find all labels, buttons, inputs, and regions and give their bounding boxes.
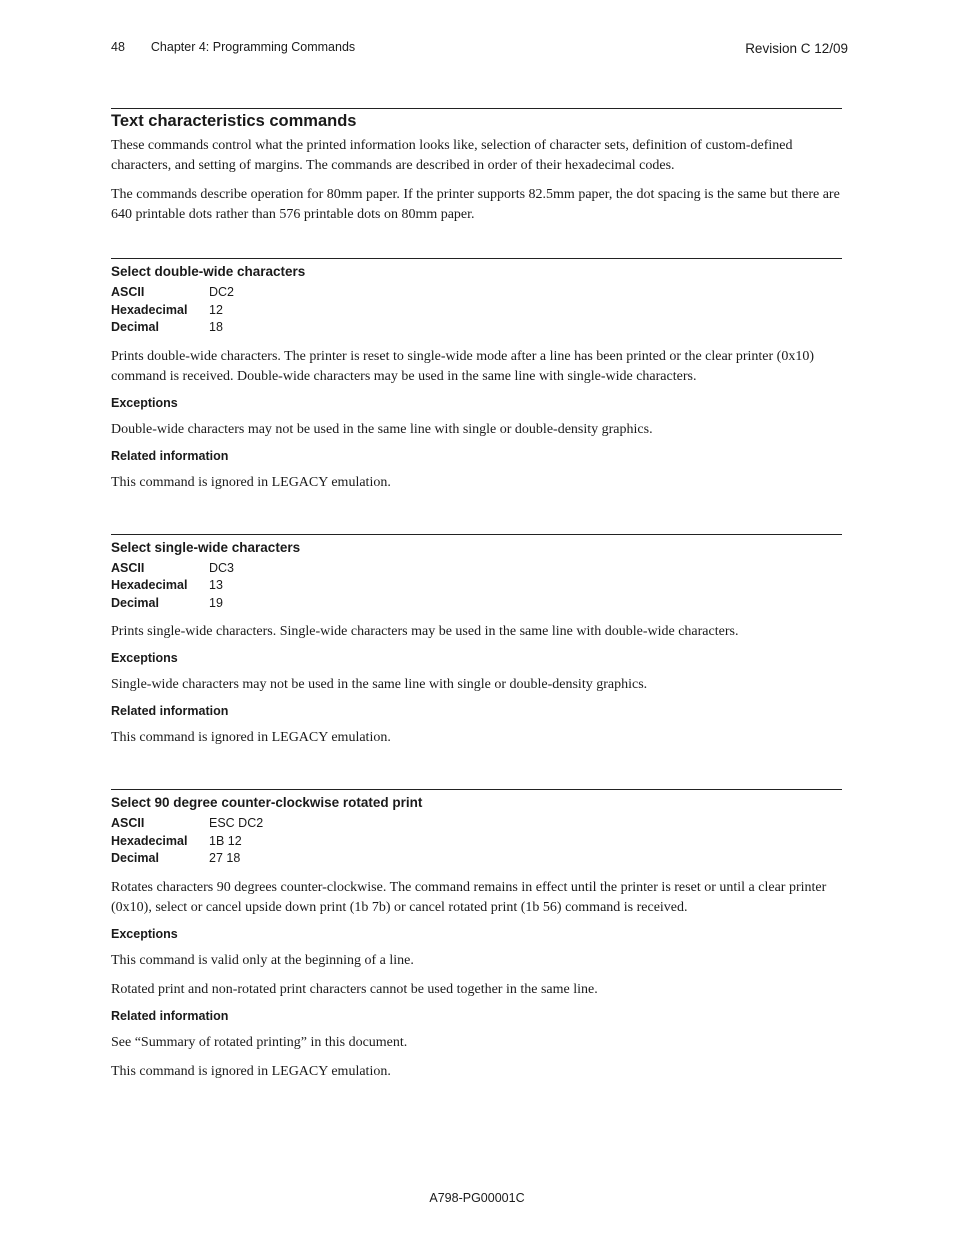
exceptions-heading: Exceptions bbox=[111, 926, 178, 941]
dec-label: Decimal bbox=[111, 320, 159, 334]
ascii-label: ASCII bbox=[111, 285, 145, 299]
intro-paragraph: These commands control what the printed information looks like, selection of character sets, definition of custom-defined characters, and setting of margins. The commands are described in order of their hexadecimal codes. bbox=[111, 138, 793, 173]
dec-value: 27 18 bbox=[209, 851, 241, 865]
page-number: 48 bbox=[111, 40, 125, 54]
related-text: This command is ignored in LEGACY emulation. bbox=[111, 730, 391, 745]
ascii-label: ASCII bbox=[111, 816, 145, 830]
related-heading: Related information bbox=[111, 1008, 229, 1023]
exception-text: Single-wide characters may not be used in the same line with single or double-density graphics. bbox=[111, 677, 648, 692]
command-title: Select double-wide characters bbox=[111, 264, 306, 279]
command-description: Rotates characters 90 degrees counter-clockwise. The command remains in effect until the printer is reset or until a clear printer (0x10), select or cancel upside down print (1b 7b) or cancel rotated print (1b 56) command is received. bbox=[111, 879, 827, 915]
document-id: A798-PG00001C bbox=[429, 1191, 525, 1205]
hex-value: 1B 12 bbox=[209, 833, 242, 848]
command-title: Select single-wide characters bbox=[111, 539, 301, 555]
section-divider bbox=[111, 108, 842, 109]
page-header-left bbox=[111, 40, 355, 54]
exception-text: Rotated print and non-rotated print characters cannot be used together in the same line. bbox=[111, 981, 598, 997]
ascii-value: ESC DC2 bbox=[209, 816, 264, 830]
exception-text: Double-wide characters may not be used in the same line with single or double-density graphics. bbox=[111, 421, 653, 437]
dec-value: 18 bbox=[209, 320, 223, 334]
command-block bbox=[111, 258, 842, 493]
related-text: This command is ignored in LEGACY emulation. bbox=[111, 474, 391, 490]
related-heading: Related information bbox=[111, 448, 229, 463]
command-block bbox=[111, 789, 842, 1082]
revision-label: Revision C 12/09 bbox=[745, 41, 848, 56]
command-divider bbox=[111, 789, 842, 790]
exceptions-heading: Exceptions bbox=[111, 395, 178, 410]
command-title: Select 90 degree counter-clockwise rotated print bbox=[111, 795, 423, 810]
exceptions-heading: Exceptions bbox=[111, 651, 178, 665]
related-text: See “Summary of rotated printing” in this document. bbox=[111, 1034, 408, 1050]
ascii-label: ASCII bbox=[111, 560, 145, 575]
section-title: Text characteristics commands bbox=[111, 112, 357, 130]
hex-value: 12 bbox=[209, 302, 223, 317]
intro-paragraph: The commands describe operation for 80mm paper. If the printer supports 82.5mm paper, the dot spacing is the same but there are 640 printable dots rather than 576 printable dots on 80mm paper. bbox=[111, 187, 840, 222]
hex-label: Hexadecimal bbox=[111, 578, 188, 592]
ascii-value: DC3 bbox=[209, 560, 235, 575]
related-heading: Related information bbox=[111, 704, 229, 718]
command-codes bbox=[111, 284, 842, 337]
ascii-value: DC2 bbox=[209, 285, 235, 299]
command-codes bbox=[111, 815, 842, 868]
dec-label: Decimal bbox=[111, 595, 159, 610]
dec-label: Decimal bbox=[111, 851, 159, 865]
page-content bbox=[111, 108, 842, 1091]
command-divider bbox=[111, 258, 842, 259]
command-description: Prints double-wide characters. The printer is reset to single-wide mode after a line has been printed or the clear printer (0x10) command is received. Double-wide characters may be used in the same line with single-wide characters. bbox=[111, 348, 814, 384]
chapter-title: Chapter 4: Programming Commands bbox=[150, 40, 356, 54]
hex-label: Hexadecimal bbox=[111, 833, 188, 848]
command-description: Prints single-wide characters. Single-wide characters may be used in the same line with double-wide characters. bbox=[111, 624, 739, 639]
command-block bbox=[111, 534, 842, 749]
command-divider bbox=[111, 534, 842, 535]
hex-value: 13 bbox=[209, 578, 223, 592]
dec-value: 19 bbox=[209, 595, 223, 610]
related-text: This command is ignored in LEGACY emulation. bbox=[111, 1063, 391, 1079]
hex-label: Hexadecimal bbox=[111, 302, 188, 317]
command-codes bbox=[111, 560, 842, 613]
exception-text: This command is valid only at the beginning of a line. bbox=[111, 952, 414, 968]
